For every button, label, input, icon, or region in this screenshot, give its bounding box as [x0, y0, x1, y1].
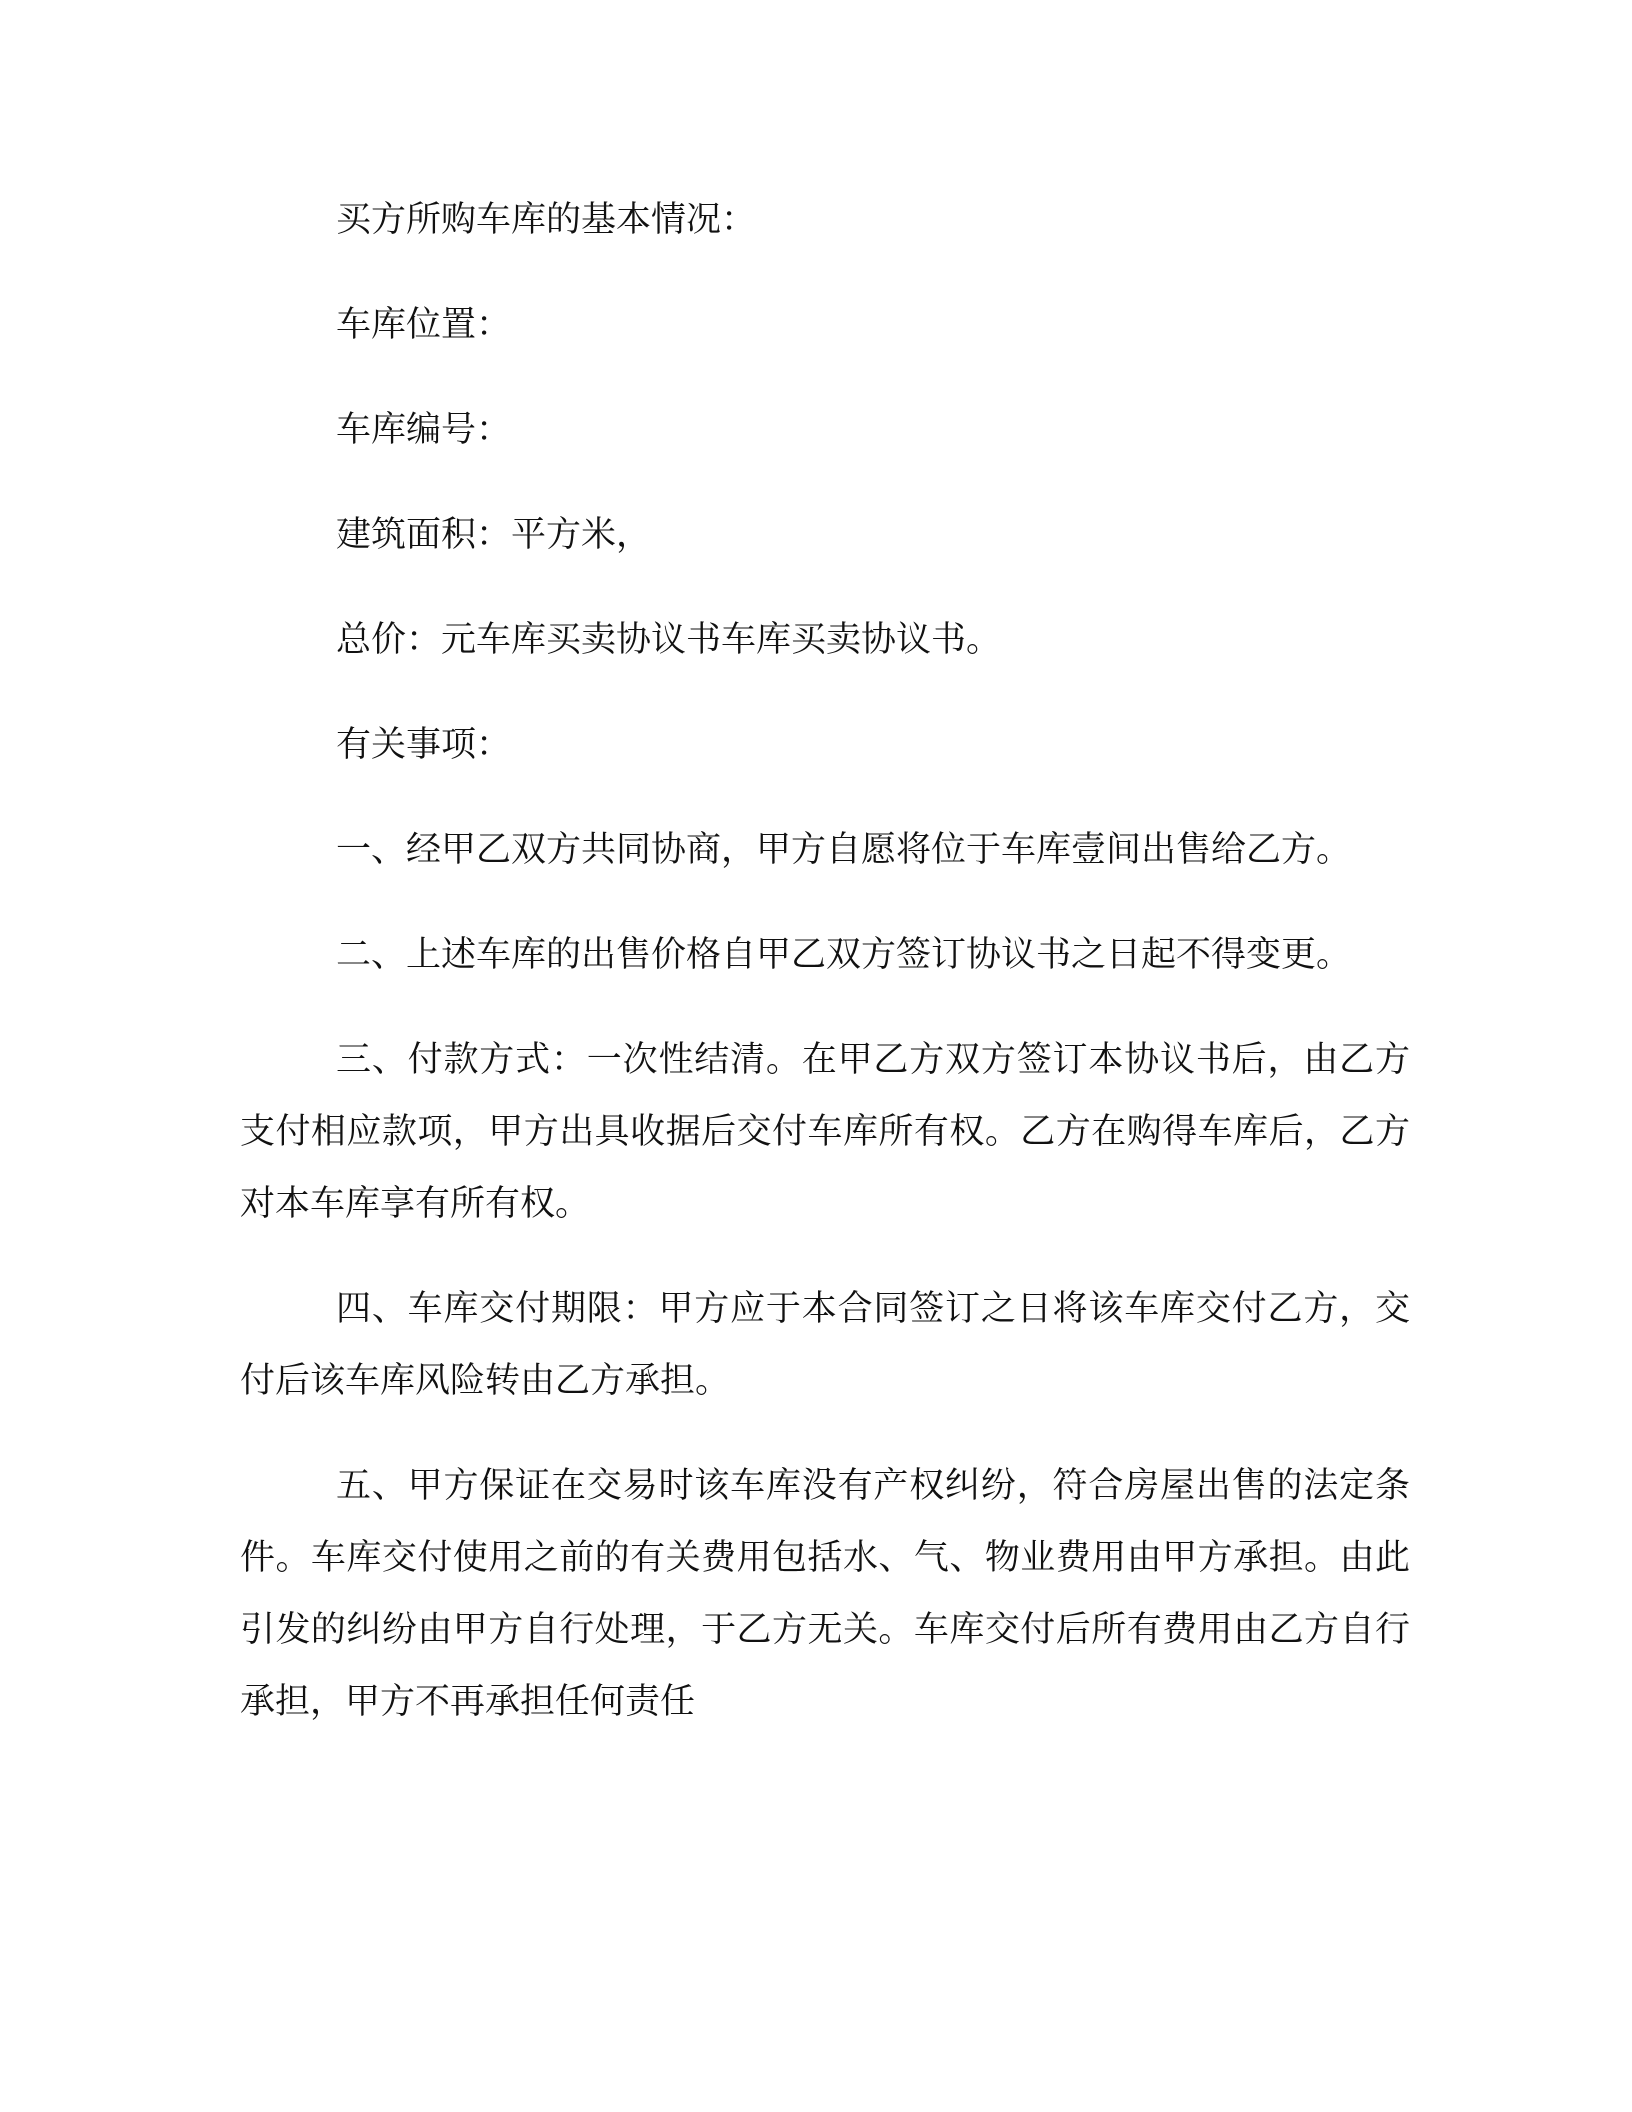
field-garage-location: 车库位置： — [336, 305, 512, 345]
clause-5: 五、甲方保证在交易时该车库没有产权纠纷，符合房屋出售的法定条件。车库交付使用之前的有关费用包括水、气、物业费用由甲方承担。由此引发的纠纷由甲方自行处理，于乙方无关。车库交付后所有费用由乙方自行承担，甲方不再承担任何责任 — [240, 1466, 1410, 1722]
field-garage-number: 车库编号： — [336, 410, 512, 450]
section-heading-related-matters: 有关事项： — [336, 725, 512, 765]
clause-4: 四、车库交付期限：甲方应于本合同签订之日将该车库交付乙方，交付后该车库风险转由乙方承担。 — [240, 1289, 1410, 1401]
clause-2: 二、上述车库的出售价格自甲乙双方签订协议书之日起不得变更。 — [336, 935, 1352, 975]
clause-3: 三、付款方式：一次性结清。在甲乙方双方签订本协议书后，由乙方支付相应款项，甲方出具收据后交付车库所有权。乙方在购得车库后，乙方对本车库享有所有权。 — [240, 1040, 1410, 1224]
section-heading-garage-info: 买方所购车库的基本情况： — [336, 200, 757, 240]
document-body — [240, 184, 1410, 1771]
clause-1: 一、经甲乙双方共同协商，甲方自愿将位于车库壹间出售给乙方。 — [336, 830, 1352, 870]
field-floor-area: 建筑面积：平方米， — [336, 515, 652, 555]
field-total-price: 总价：元车库买卖协议书车库买卖协议书。 — [336, 620, 1002, 660]
